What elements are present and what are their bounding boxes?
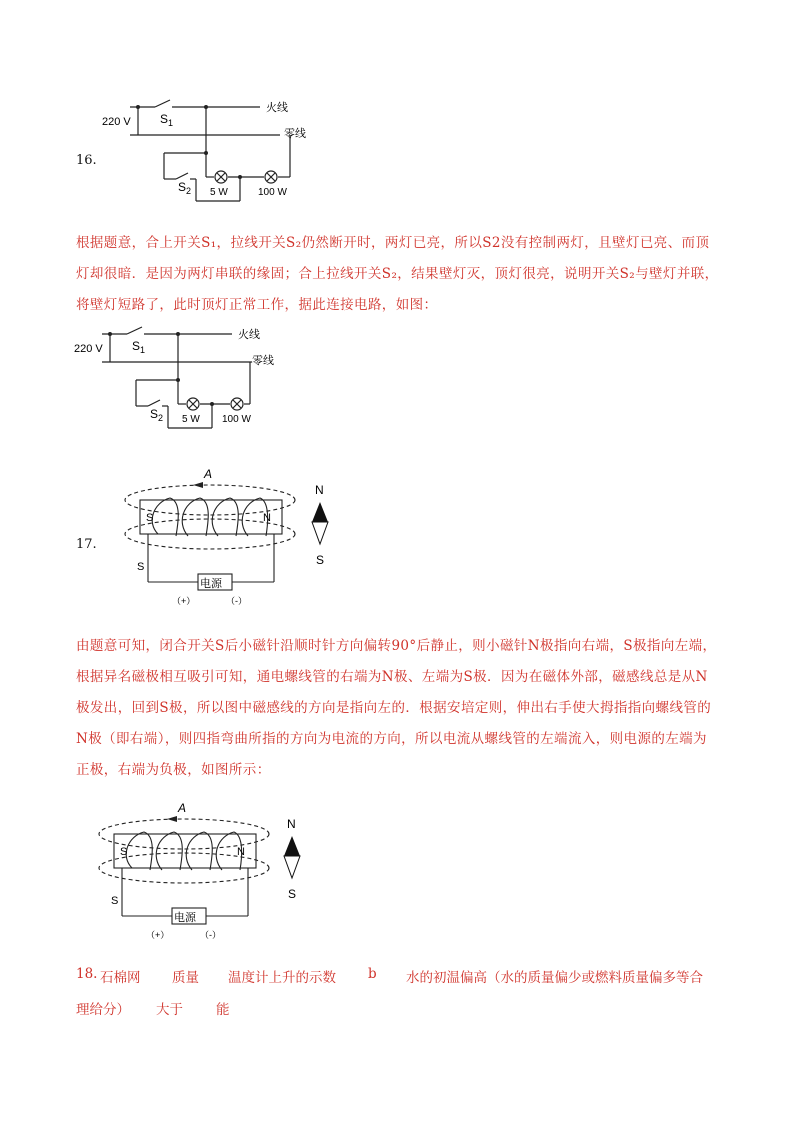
neutral-wire-label: 零线: [252, 355, 274, 367]
q18-answer-3: 温度计上升的示数: [228, 970, 336, 986]
switch2-label: S: [178, 180, 187, 194]
switch1-sub: 1: [140, 345, 146, 355]
voltage-label: 220 V: [102, 116, 131, 128]
q16-circuit-diagram: [100, 95, 320, 205]
q17-solenoid-diagram: [118, 462, 348, 610]
neutral-wire-label: 零线: [284, 128, 306, 140]
current-direction-label: A: [178, 801, 187, 815]
question-17-number: 17.: [76, 537, 97, 552]
switch2-sub: 2: [186, 186, 192, 196]
lamp1-label: 5 W: [210, 187, 228, 198]
q18-answer-1: 石棉网: [100, 970, 141, 986]
compass-s-label: S: [288, 887, 297, 901]
question-16-number: 16.: [76, 153, 97, 168]
switch1-sub: 1: [168, 118, 174, 128]
power-source-label: 电源: [200, 578, 222, 590]
q17-explanation: [76, 631, 736, 786]
q18-answer-7: 能: [216, 1002, 230, 1018]
lamp2-label: 100 W: [258, 187, 287, 198]
solenoid-left-pole: S: [120, 846, 128, 858]
switch2-label: S: [150, 407, 159, 421]
q16-line-2: 灯却很暗．是因为两灯串联的缘固；合上拉线开关S₂，结果壁灯灭，顶灯很亮，说明开关S₂与壁灯并联，: [76, 266, 719, 282]
q18-answer-5-continued: 理给分）: [76, 1002, 130, 1018]
q17-line-2: 根据异名磁极相互吸引可知，通电螺线管的右端为N极、左端为S极．因为在磁体外部，磁感线总是从N: [76, 669, 708, 685]
q18-answers: [76, 966, 736, 1026]
question-18-number: 18.: [76, 966, 98, 982]
voltage-label: 220 V: [74, 343, 103, 355]
q16-line-1: 根据题意，合上开关S₁，拉线开关S₂仍然断开时，两灯已亮，所以S2没有控制两灯，且壁灯已亮、而顶: [76, 235, 710, 251]
solenoid-right-pole: N: [237, 846, 245, 858]
lamp2-label: 100 W: [222, 414, 251, 425]
q16-explanation: [76, 228, 736, 321]
plus-terminal-label: （+）: [172, 596, 196, 606]
live-wire-label: 火线: [238, 329, 260, 341]
q18-answer-5: 水的初温偏高（水的质量偏少或燃料质量偏多等合: [406, 970, 703, 986]
compass-s-label: S: [316, 553, 325, 567]
switch1-label: S: [160, 112, 169, 126]
switch2-sub: 2: [158, 413, 164, 423]
switch1-label: S: [132, 339, 141, 353]
power-source-label: 电源: [174, 912, 196, 924]
solenoid-right-pole: N: [263, 512, 271, 524]
q16-answer-circuit-diagram: [72, 320, 292, 432]
current-direction-label: A: [204, 467, 213, 481]
q17-line-4: N极（即右端），则四指弯曲所指的方向为电流的方向，所以电流从螺线管的左端流入，则电源的左端为: [76, 731, 707, 747]
compass-needle: [312, 483, 328, 567]
q17-answer-solenoid-diagram: [92, 796, 322, 944]
switch-label: S: [137, 561, 145, 573]
compass-n-label: N: [287, 817, 296, 831]
q18-answer-4: b: [368, 966, 377, 982]
q17-line-5: 正极，右端为负极，如图所示：: [76, 762, 271, 778]
q17-line-1: 由题意可知，闭合开关S后小磁针沿顺时针方向偏转90°后静止，则小磁针N极指向右端，S极指向左端，: [76, 638, 717, 654]
live-wire-label: 火线: [266, 102, 288, 114]
q18-answer-2: 质量: [172, 970, 199, 986]
q18-answer-6: 大于: [156, 1002, 183, 1018]
switch-label: S: [111, 895, 119, 907]
lamp1-label: 5 W: [182, 414, 200, 425]
q17-line-3: 极发出，回到S极，所以图中磁感线的方向是指向左的．根据安培定则，伸出右手使大拇指指向螺线管的: [76, 700, 712, 716]
compass-n-label: N: [315, 483, 324, 497]
q16-line-3: 将壁灯短路了，此时顶灯正常工作，据此连接电路，如图：: [76, 297, 438, 313]
minus-terminal-label: （-）: [226, 596, 247, 606]
compass-needle: [284, 817, 300, 901]
minus-terminal-label: （-）: [200, 930, 221, 940]
plus-terminal-label: （+）: [146, 930, 170, 940]
solenoid-left-pole: S: [146, 512, 154, 524]
